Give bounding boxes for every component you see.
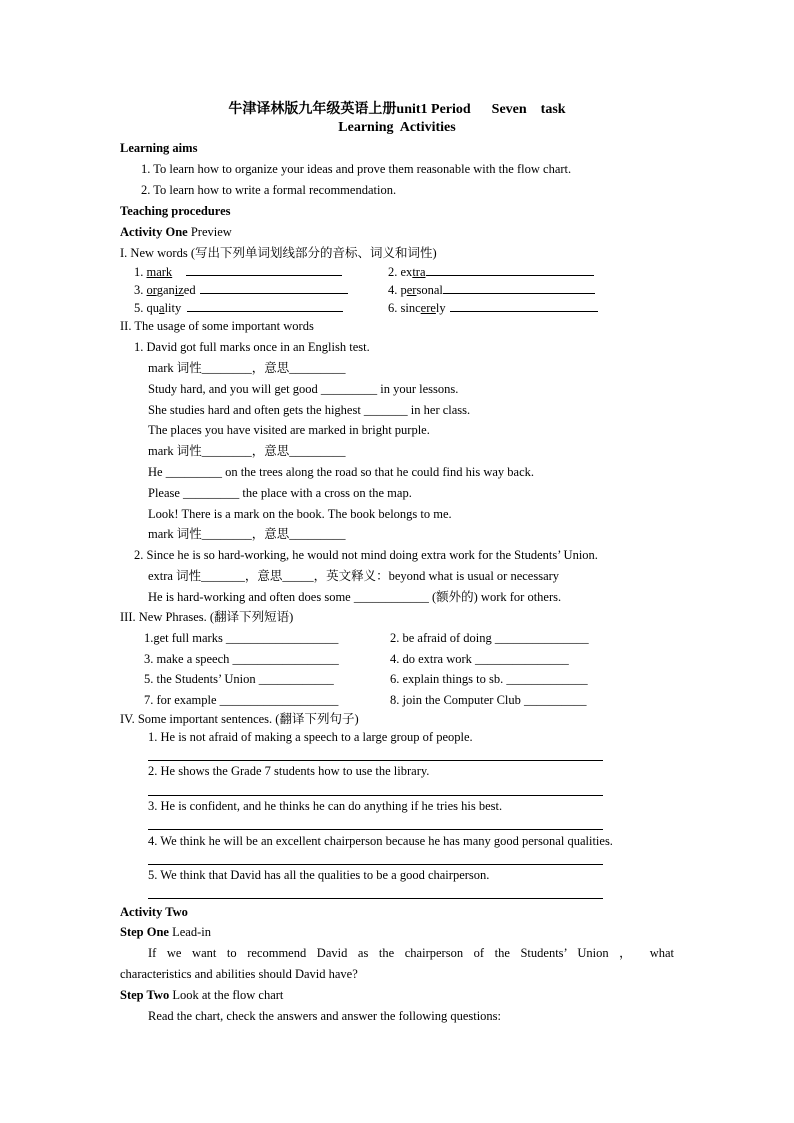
learning-aim-1: 1. To learn how to organize your ideas and prove them reasonable with the flow chart. [141,162,572,176]
usage-line: 2. Since he is so hard-working, he would not mind doing extra work for the Students’ Union. [134,548,598,562]
phrase-item: 8. join the Computer Club __________ [390,693,587,707]
sentence-item: 3. He is confident, and he thinks he can do anything if he tries his best. [148,799,503,813]
usage-line: mark 词性________，意思_________ [148,361,346,375]
usage-line: mark 词性________，意思_________ [148,527,346,541]
new-word-2: 2. extra [388,264,594,280]
new-word-1: 1. mark [134,264,342,280]
learning-aim-2: 2. To learn how to write a formal recommendation. [141,183,397,197]
phrase-item: 7. for example ___________________ [144,693,339,707]
answer-line[interactable] [148,829,603,830]
step-one-text-a: If we want to recommend David as the chairperson of the Students’ Union ， what [148,946,674,960]
sentence-item: 4. We think he will be an excellent chairperson because he has many good personal qualities. [148,834,613,848]
answer-line[interactable] [148,898,603,899]
step-two-text: Read the chart, check the answers and answer the following questions: [148,1009,502,1023]
learning-aims-heading: Learning aims [120,141,198,155]
step-one-heading [120,924,211,940]
step-one-label: Step One [120,925,169,939]
step-one-text-b: characteristics and abilities should David have? [120,967,358,981]
activity-one-heading [120,224,232,240]
step-two-label: Step Two [120,988,170,1002]
usage-line: 1. David got full marks once in an English test. [134,340,370,354]
step-two-sub: Look at the flow chart [169,988,284,1002]
title-line-1: 牛津译林版九年级英语上册unit1 Period Seven task [228,102,566,117]
sentence-item: 5. We think that David has all the qualities to be a good chairperson. [148,868,490,882]
sentence-item: 2. He shows the Grade 7 students how to use the library. [148,764,430,778]
new-word-4: 4. personal [388,282,595,298]
answer-line[interactable] [148,795,603,796]
step-one-sub: Lead-in [168,925,211,939]
phrase-item: 1.get full marks __________________ [144,631,339,645]
usage-line: He _________ on the trees along the road so that he could find his way back. [148,465,535,479]
phrase-item: 4. do extra work _______________ [390,652,569,666]
teaching-procedures-heading: Teaching procedures [120,204,231,218]
answer-line[interactable] [148,864,603,865]
step-two-heading [120,987,283,1003]
usage-line: The places you have visited are marked in bright purple. [148,423,430,437]
new-words-heading: I. New words (写出下列单词划线部分的音标、词义和词性) [120,246,437,260]
new-word-3: 3. organized [134,282,348,298]
answer-line[interactable] [148,760,603,761]
new-phrases-heading: III. New Phrases. (翻译下列短语) [120,610,294,624]
sentence-item: 1. He is not afraid of making a speech to a large group of people. [148,730,473,744]
activity-one-sub: Preview [187,225,232,239]
phrase-item: 3. make a speech _________________ [144,652,339,666]
usage-line: extra 词性_______，意思_____，英文释义：beyond what is usual or necessary [148,569,560,583]
usage-line: She studies hard and often gets the highest _______ in her class. [148,403,471,417]
activity-two-heading: Activity Two [120,905,188,919]
usage-line: He is hard-working and often does some ____________ (额外的) work for others. [148,590,562,604]
activity-one-label: Activity One [120,225,188,239]
title-line-2: Learning Activities [338,120,456,135]
new-word-6: 6. sincerely [388,300,598,316]
sentences-heading: IV. Some important sentences. (翻译下列句子) [120,712,359,726]
usage-line: mark 词性________，意思_________ [148,444,346,458]
usage-line: Look! There is a mark on the book. The book belongs to me. [148,507,452,521]
usage-line: Please _________ the place with a cross on the map. [148,486,412,500]
new-word-5: 5. quality [134,300,343,316]
usage-heading: II. The usage of some important words [120,319,314,333]
phrase-item: 5. the Students’ Union ____________ [144,672,334,686]
phrase-item: 6. explain things to sb. _____________ [390,672,588,686]
phrase-item: 2. be afraid of doing _______________ [390,631,589,645]
usage-line: Study hard, and you will get good _________ in your lessons. [148,382,459,396]
